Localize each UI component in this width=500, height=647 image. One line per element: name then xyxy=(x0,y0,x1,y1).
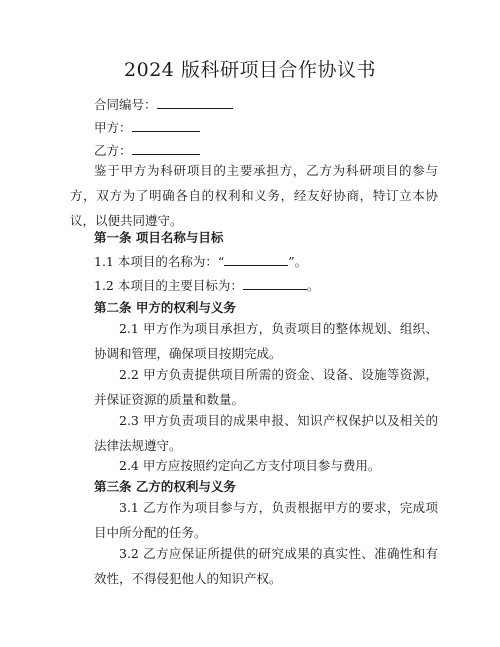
party-b-label: 乙方： xyxy=(94,143,132,158)
party-a-blank xyxy=(132,119,200,132)
document-title: 2024 版科研项目合作协议书 xyxy=(124,59,376,81)
clause-2-1: 2.1 甲方作为项目承担方，负责项目的整体规划、组织、协调和管理，确保项目按期完成。 xyxy=(94,321,438,361)
clause-2-4: 2.4 甲方应按照约定向乙方支付项目参与费用。 xyxy=(119,458,381,473)
clause-1-2-suffix: 。 xyxy=(306,278,320,293)
clause-3-2: 3.2 乙方应保证所提供的研究成果的真实性、准确性和有效性，不得侵犯他人的知识产权。 xyxy=(94,546,438,586)
clause-3-1: 3.1 乙方作为项目参与方，负责根据甲方的要求，完成项目中所分配的任务。 xyxy=(94,500,438,540)
party-b-field xyxy=(94,142,200,159)
article-1-heading: 第一条 项目名称与目标 xyxy=(94,230,224,245)
contract-number-label: 合同编号： xyxy=(94,97,157,112)
clause-2-3: 2.3 甲方负责项目的成果申报、知识产权保护以及相关的法律法规遵守。 xyxy=(94,413,438,453)
clause-1-1 xyxy=(94,253,307,270)
party-a-field xyxy=(94,119,200,136)
clause-1-2 xyxy=(94,277,319,294)
preamble-paragraph: 鉴于甲方为科研项目的主要承担方，乙方为科研项目的参与方，双方为了明确各自的权利和义务，经友好协商，特订立本协议，以便共同遵守。 xyxy=(70,163,438,228)
clause-1-1-suffix: ”。 xyxy=(288,254,308,269)
project-name-blank xyxy=(224,253,288,266)
party-b-blank xyxy=(132,142,200,155)
contract-number-blank xyxy=(157,96,233,109)
clause-1-1-prefix: 1.1 本项目的名称为：“ xyxy=(94,254,225,269)
article-3-heading: 第三条 乙方的权利与义务 xyxy=(94,479,236,494)
party-a-label: 甲方： xyxy=(94,120,132,135)
project-goal-blank xyxy=(243,277,307,290)
contract-number-field xyxy=(94,96,233,113)
clause-1-2-prefix: 1.2 本项目的主要目标为： xyxy=(94,278,243,293)
article-2-heading: 第二条 甲方的权利与义务 xyxy=(94,300,236,315)
clause-2-2: 2.2 甲方负责提供项目所需的资金、设备、设施等资源，并保证资源的质量和数量。 xyxy=(94,367,438,407)
